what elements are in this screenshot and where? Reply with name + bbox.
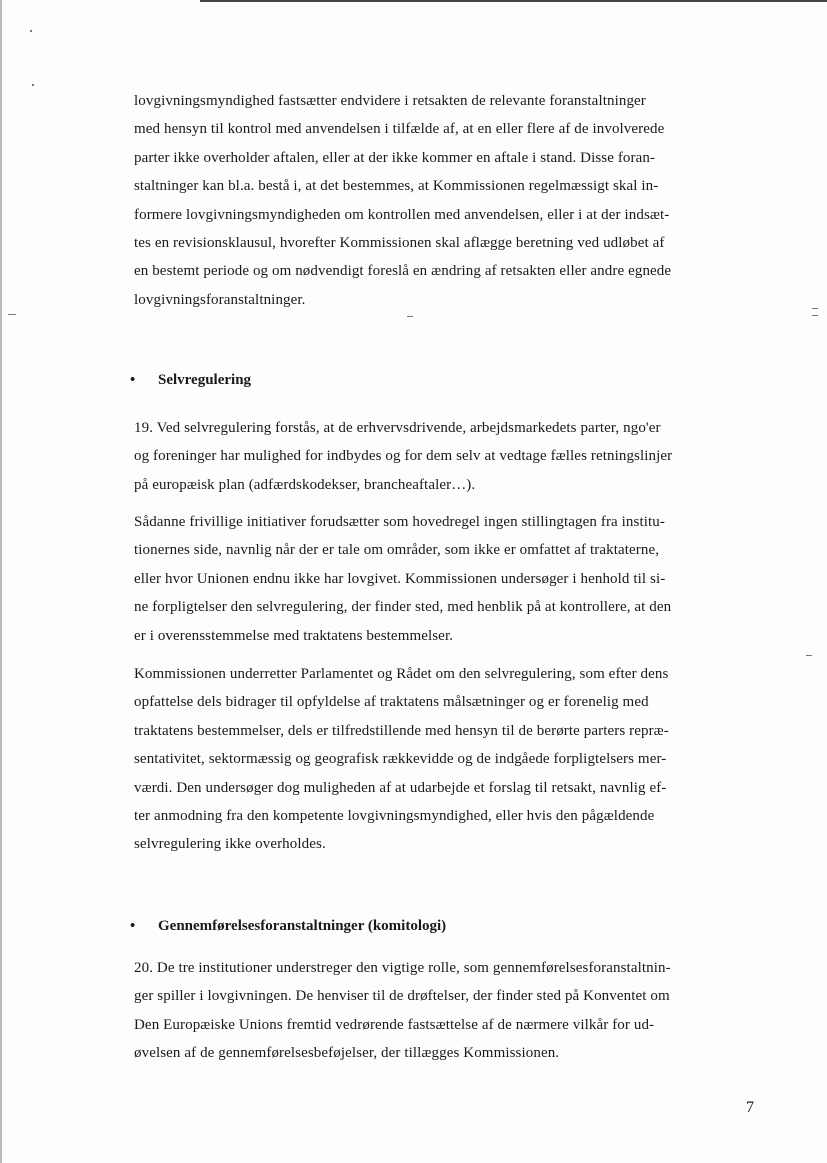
- text-line: Sådanne frivillige initiativer forudsætter som hovedregel ingen stillingtagen fra institu-: [134, 514, 665, 530]
- bullet-icon: •: [130, 918, 136, 934]
- scan-speck: [30, 30, 32, 32]
- text-line: værdi. Den undersøger dog muligheden af at udarbejde et forslag til retsakt, navnlig ef-: [134, 779, 667, 796]
- heading-text: Gennemførelsesforanstaltninger (komitologi): [158, 918, 447, 934]
- heading-text: Selvregulering: [158, 372, 252, 388]
- text-line: parter ikke overholder aftalen, eller at der ikke kommer en aftale i stand. Disse foran-: [134, 149, 656, 166]
- text-line: en bestemt periode og om nødvendigt foreslå en ændring af retsakten eller andre egnede: [134, 263, 672, 280]
- text-line: lovgivningsmyndighed fastsætter endvidere i retsakten de relevante foranstaltninger: [134, 93, 646, 109]
- text-line: formere lovgivningsmyndigheden om kontrollen med anvendelsen, eller i at der indsæt-: [134, 206, 670, 223]
- text-line: ter anmodning fra den kompetente lovgivningsmyndighed, eller hvis den pågældende: [134, 807, 655, 824]
- scan-speck: [407, 316, 413, 317]
- text-line: og foreninger har mulighed for indbydes og for dem selv at vedtage fælles retningslinjer: [134, 448, 673, 465]
- scan-speck: [812, 315, 818, 316]
- scan-speck: [32, 84, 34, 86]
- text-line: opfattelse dels bidrager til opfyldelse af traktatens målsætninger og er forenelig med: [134, 694, 649, 711]
- text-line: ger spiller i lovgivningen. De henviser til de drøftelser, der finder sted på Konventet om: [134, 988, 670, 1005]
- paragraph-19: [134, 414, 724, 499]
- text-line: med hensyn til kontrol med anvendelsen i tilfælde af, at en eller flere af de involverede: [134, 121, 665, 138]
- text-line: sentativitet, sektormæssig og geografisk rækkevidde og de indgåede forpligtelsers mer-: [134, 751, 667, 768]
- text-line: ne forpligtelser den selvregulering, der finder sted, med henblik på at kontrollere, at den: [134, 599, 672, 616]
- text-line: eller hvor Unionen endnu ikke har lovgivet. Kommissionen undersøger i henhold til si-: [134, 570, 666, 587]
- text-line: øvelsen af de gennemførelsesbeføjelser, der tillægges Kommissionen.: [134, 1045, 560, 1062]
- text-line: tes en revisionsklausul, hvorefter Kommissionen skal aflægge beretning ved udløbet af: [134, 234, 665, 251]
- paragraph-saadanne: [134, 508, 724, 650]
- scan-speck: [8, 314, 16, 315]
- text-line: Den Europæiske Unions fremtid vedrørende fastsættelse af de nærmere vilkår for ud-: [134, 1016, 655, 1033]
- page-number: 7: [746, 1099, 754, 1116]
- text-line: lovgivningsforanstaltninger.: [134, 291, 306, 308]
- scan-left-edge: [0, 0, 2, 1163]
- text-line: på europæisk plan (adfærdskodekser, brancheaftaler…).: [134, 476, 476, 493]
- text-line: staltninger kan bl.a. bestå i, at det bestemmes, at Kommissionen regelmæssigt skal in-: [134, 178, 659, 195]
- section-heading-selvregulering: [130, 372, 251, 389]
- paragraph-20: [134, 954, 724, 1068]
- document-body: [134, 87, 724, 314]
- text-line: 20. De tre institutioner understreger den vigtige rolle, som gennemførelsesforanstaltnin-: [134, 960, 671, 976]
- text-line: Kommissionen underretter Parlamentet og Rådet om den selvregulering, som efter dens: [134, 666, 669, 682]
- scan-top-edge: [200, 0, 827, 2]
- text-line: selvregulering ikke overholdes.: [134, 836, 326, 853]
- text-line: traktatens bestemmelser, dels er tilfredstillende med hensyn til de berørte parters repræ-: [134, 722, 669, 739]
- text-line: er i overensstemmelse med traktatens bestemmelser.: [134, 627, 454, 644]
- paragraph-kommissionen: [134, 660, 724, 859]
- section-heading-komitologi: [130, 918, 446, 935]
- scan-speck: [806, 655, 812, 656]
- text-line: 19. Ved selvregulering forstås, at de erhvervsdrivende, arbejdsmarkedets parter, ngo'er: [134, 420, 661, 436]
- scan-speck: [812, 308, 818, 309]
- bullet-icon: •: [130, 372, 136, 388]
- text-line: tionernes side, navnlig når der er tale om områder, som ikke er omfattet af traktaterne,: [134, 542, 660, 559]
